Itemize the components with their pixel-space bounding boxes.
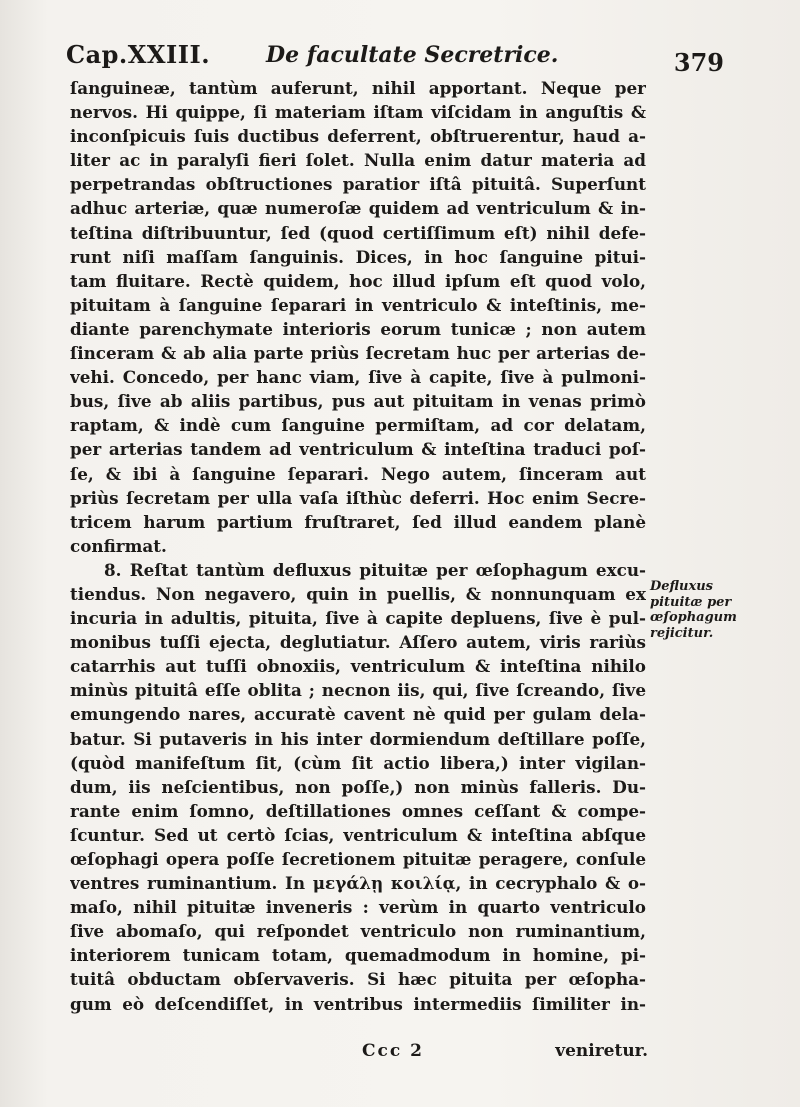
text-line: vehi. Concedo, per hanc viam, ſive à capite, ſive à pulmoni-: [70, 367, 646, 388]
text-line: raptam, & indè cum ſanguine permiſtam, ad cor delatam,: [70, 415, 646, 436]
text-line: ſive abomaſo, qui reſpondet ventriculo non ruminantium,: [70, 921, 646, 942]
text-line: interiorem tunicam totam, quemadmodum in homine, pi-: [70, 945, 646, 966]
text-line: per arterias tandem ad ventriculum & inteſtina traduci poſ-: [70, 439, 646, 460]
text-line: 8. Reſtat tantùm defluxus pituitæ per œſophagum excu-: [104, 559, 646, 580]
text-line: (quòd manifeſtum ſit, (cùm ſit actio libera,) inter vigilan-: [70, 752, 646, 773]
marginal-note-line: œſophagum: [650, 610, 737, 625]
text-line: perpetrandas obſtructiones paratior iſtâ pituitâ. Superſunt: [70, 174, 646, 195]
body-text: [70, 76, 646, 1016]
marginal-note-line: pituitæ per: [650, 594, 732, 610]
text-line: tiendus. Non negavero, quin in puellis, & nonnunquam ex: [70, 583, 646, 604]
running-head: [66, 40, 724, 77]
marginal-note: [650, 579, 750, 641]
text-line: ſanguineæ, tantùm auferunt, nihil apportant. Neque per: [70, 78, 646, 98]
text-line: incuria in adultis, pituita, ſive à capite depluens, ſive è pul-: [70, 608, 646, 629]
text-line: emungendo nares, accuratè cavent nè quid per gulam dela-: [70, 704, 646, 725]
text-line: monibus tuſſi ejecta, deglutiatur. Aſſero autem, viris rariùs: [70, 632, 646, 653]
text-line: minùs pituitâ eſſe oblita ; necnon iis, qui, ſive ſcreando, ſive: [70, 680, 646, 701]
text-line: runt niſi maſſam ſanguinis. Dices, in hoc ſanguine pitui-: [70, 246, 646, 267]
text-line: priùs ſecretam per ulla vaſa iſthùc deferri. Hoc enim Secre-: [70, 487, 646, 508]
text-line: tuitâ obductam obſervaveris. Si hæc pituita per œſopha-: [70, 969, 646, 990]
text-line: liter ac in paralyſi fieri ſolet. Nulla enim datur materia ad: [70, 150, 646, 171]
text-line: catarrhis aut tuſſi obnoxiis, ventriculum & inteſtina nihilo: [70, 656, 646, 677]
page-footer: [70, 1041, 648, 1067]
text-line: rante enim ſomno, deſtillationes omnes ceſſant & compe-: [70, 800, 646, 821]
text-line: adhuc arteriæ, quæ numeroſæ quidem ad ventriculum & in-: [70, 198, 646, 219]
text-line: œſophagi opera poſſe ſecretionem pituitæ peragere, conſule: [70, 849, 646, 869]
text-line: confirmat.: [70, 535, 167, 556]
text-line: ſinceram & ab alia parte priùs ſecretam huc per arterias de-: [70, 343, 646, 364]
chapter-heading: Cap.XXIII.: [66, 40, 211, 69]
running-title: De facultate Secretrice.: [266, 42, 559, 68]
catchword: veniretur.: [555, 1041, 648, 1061]
marginal-note-line: Defluxus: [650, 579, 713, 594]
signature-mark: Ccc 2: [362, 1041, 424, 1061]
page-number: 379: [673, 48, 724, 77]
text-line: ſcuntur. Sed ut certò ſcias, ventriculum & inteſtina abſque: [70, 824, 646, 845]
text-line: ſe, & ibi à ſanguine ſeparari. Nego autem, ſinceram aut: [70, 463, 646, 484]
marginal-note-line: rejicitur.: [650, 625, 714, 641]
text-line: maſo, nihil pituitæ inveneris : verùm in quarto ventriculo: [70, 897, 646, 918]
text-line: bus, ſive ab aliis partibus, pus aut pituitam in venas primò: [70, 391, 646, 412]
text-line: ventres ruminantium. In μεγάλῃ κοιλίᾳ, in cecryphalo & o-: [70, 873, 646, 894]
text-line: pituitam à ſanguine ſeparari in ventriculo & inteſtinis, me-: [70, 294, 646, 315]
text-line: diante parenchymate interioris eorum tunicæ ; non autem: [70, 318, 646, 339]
text-line: tricem harum partium fruſtraret, ſed illud eandem planè: [70, 511, 646, 532]
text-line: dum, iis neſcientibus, non poſſe,) non minùs falleris. Du-: [70, 776, 646, 797]
text-line: inconſpicuis ſuis ductibus deferrent, obſtruerentur, haud a-: [70, 126, 646, 147]
text-line: batur. Si putaveris in his inter dormiendum deſtillare poſſe,: [70, 728, 646, 749]
text-line: nervos. Hi quippe, ſi materiam iſtam viſcidam in anguſtis &: [70, 102, 646, 123]
text-line: gum eò deſcendiſſet, in ventribus intermediis ſimiliter in-: [70, 993, 646, 1014]
text-line: teſtina diſtribuuntur, ſed (quod certiſſimum eſt) nihil defe-: [70, 222, 646, 243]
text-line: tam fluitare. Rectè quidem, hoc illud ipſum eſt quod volo,: [70, 270, 646, 291]
